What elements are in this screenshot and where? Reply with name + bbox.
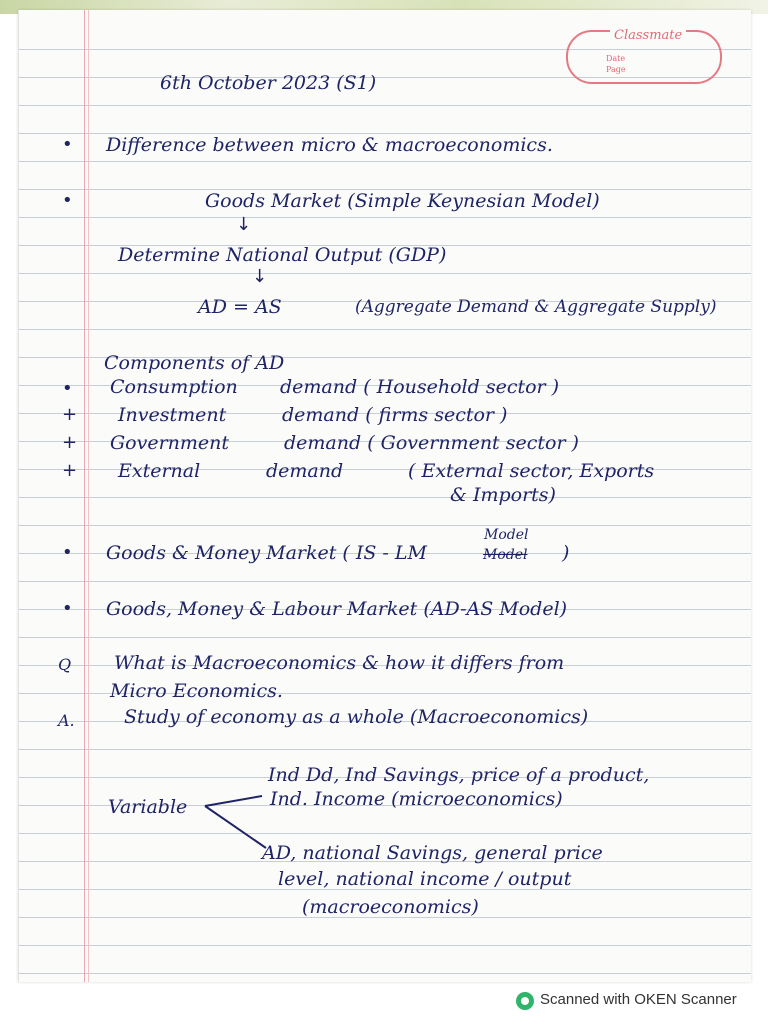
micro-variables-1: Ind Dd, Ind Savings, price of a product, bbox=[268, 764, 650, 786]
notebook-stamp bbox=[566, 30, 722, 84]
macro-variables-1: AD, national Savings, general price bbox=[262, 842, 603, 864]
down-arrow-icon: ↓ bbox=[252, 266, 268, 287]
stamp-brand: Classmate bbox=[610, 28, 686, 43]
answer-marker: A. bbox=[58, 711, 75, 730]
note-line-3: Determine National Output (GDP) bbox=[118, 244, 447, 266]
component-external-desc: ( External sector, Exports bbox=[408, 460, 655, 482]
note-goods-money-labour: Goods, Money & Labour Market (AD-AS Model) bbox=[106, 598, 568, 620]
question-line-2: Micro Economics. bbox=[110, 680, 283, 702]
macro-variables-2: level, national income / output bbox=[278, 868, 572, 890]
insert-model-word: Model bbox=[484, 527, 529, 543]
equation-note: (Aggregate Demand & Aggregate Supply) bbox=[355, 297, 717, 317]
macro-variables-3: (macroeconomics) bbox=[302, 896, 479, 918]
component-external-desc-2: & Imports) bbox=[450, 484, 556, 506]
component-investment: Investment bbox=[118, 404, 227, 426]
component-investment-desc: demand ( firms sector ) bbox=[282, 404, 508, 426]
margin-line bbox=[84, 10, 85, 982]
bullet-dot: • bbox=[62, 542, 73, 563]
component-external: External bbox=[118, 460, 201, 482]
component-government: Government bbox=[110, 432, 230, 454]
scanner-footer bbox=[0, 986, 768, 1024]
question-marker: Q bbox=[58, 655, 72, 674]
bullet-dot: • bbox=[62, 598, 73, 619]
down-arrow-icon: ↓ bbox=[236, 214, 252, 235]
struck-word: Model bbox=[483, 547, 528, 563]
note-goods-money-end: ) bbox=[562, 542, 570, 564]
question-line-1: What is Macroeconomics & how it differs from bbox=[114, 652, 565, 674]
note-goods-money: Goods & Money Market ( IS - LM bbox=[106, 542, 427, 564]
bullet-plus: + bbox=[62, 460, 78, 481]
component-consumption: Consumption bbox=[110, 376, 238, 398]
equation-ad-as: AD = AS bbox=[198, 296, 282, 318]
scanner-text: Scanned with OKEN Scanner bbox=[540, 991, 737, 1008]
bullet-dot: • bbox=[62, 378, 73, 399]
bullet-dot: • bbox=[62, 190, 73, 211]
stamp-date-label: Date bbox=[606, 54, 626, 63]
bullet-dot: • bbox=[62, 134, 73, 155]
answer-line: Study of economy as a whole (Macroeconomics) bbox=[124, 706, 589, 728]
component-government-desc: demand ( Government sector ) bbox=[284, 432, 579, 454]
variable-label: Variable bbox=[108, 796, 188, 818]
note-line-2: Goods Market (Simple Keynesian Model) bbox=[205, 190, 600, 212]
component-consumption-desc: demand ( Household sector ) bbox=[280, 376, 560, 398]
components-heading: Components of AD bbox=[104, 352, 285, 374]
micro-variables-2: Ind. Income (microeconomics) bbox=[270, 788, 563, 810]
note-line-1: Difference between micro & macroeconomics. bbox=[106, 134, 553, 156]
bullet-plus: + bbox=[62, 404, 78, 425]
scanner-logo-icon bbox=[516, 992, 534, 1010]
bullet-plus: + bbox=[62, 432, 78, 453]
stamp-page-label: Page bbox=[606, 65, 626, 74]
date-heading: 6th October 2023 (S1) bbox=[160, 72, 377, 94]
margin-line-inner bbox=[88, 10, 89, 982]
component-external-demand: demand bbox=[266, 460, 344, 482]
